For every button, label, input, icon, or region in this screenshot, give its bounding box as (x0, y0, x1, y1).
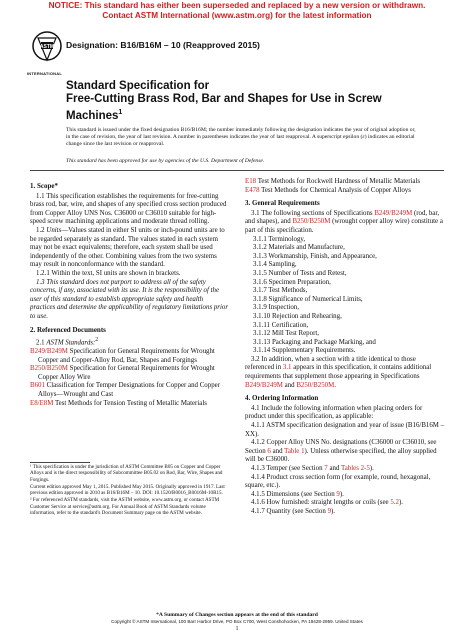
ref-b249-inline-link[interactable]: B249/B249M (374, 209, 413, 217)
para-4-1-4: 4.1.4 Product cross section form (for example, round, hexagonal, square, etc.). (245, 473, 431, 490)
para-4-1: 4.1 Include the following information when placing orders for product under this specification, as applicable: (245, 404, 423, 421)
para-4-1-7 (245, 508, 445, 517)
para-3-1-a: 3.1 The following sections of Specifications (251, 209, 375, 217)
para-1-2-1: 1.2.1 Within the text, SI units are shown in brackets. (36, 269, 181, 277)
list-item: 3.1.3 Workmanship, Finish, and Appearance, (253, 252, 377, 260)
para-1-2-label: 1.2 (36, 226, 47, 234)
left-column (30, 178, 230, 408)
para-1-3: 1.3 This standard does not purport to address all of the safety concerns, if any, associated with its use. It is the responsibility of the user of this standard to establish appropriate safety and health practices and determine the applicability of regulatory limitations prior to use. (30, 278, 229, 320)
ref-b250-title: Specification for General Requirements for Wrought Copper Alloy Wire (38, 365, 215, 381)
ref-e478-title: Test Methods for Chemical Analysis of Copper Alloys (259, 186, 411, 194)
para-3-1-c: (wrought copper alloy wire) constitute a part of this specification. (245, 218, 443, 234)
list-item: 3.1.4 Sampling, (253, 261, 297, 269)
para-4-1-6-a: 4.1.6 How furnished: straight lengths or coils (see (251, 499, 391, 507)
notice-line-1: NOTICE: This standard has either been superseded and replaced by a new version or withdrawn. (48, 1, 426, 10)
ref-b250-link[interactable]: B250/B250M (30, 365, 68, 373)
list-item: 3.1.12 Mill Test Report, (253, 330, 319, 338)
ref-e8-title: Test Methods for Tension Testing of Metallic Materials (53, 399, 207, 407)
astm-logo (30, 30, 64, 70)
para-2-1-label: 2.1 (36, 339, 47, 347)
document-title (66, 80, 406, 123)
para-2-1 (30, 336, 230, 348)
astm-standards-label: ASTM Standards: (46, 339, 96, 347)
units-term: Units (46, 226, 62, 234)
table-1-link[interactable]: Table 1 (284, 447, 305, 455)
para-4-1-5 (245, 491, 445, 500)
ref-b601 (30, 382, 230, 399)
para-3-2-b: appears in this specification, it contains additional requirements that supplement those appearing in Specifications (245, 364, 432, 381)
footnote-divider (30, 462, 90, 463)
standard-issue-note: This standard is issued under the fixed designation B16/B16M; the number immediately following the designation indicates the year of original adoption or, in the case of revision, the year of last revision. A number in parentheses indicates the year of last reapproval. A superscript epsilon (ε) indicates an editorial change since the last revision or reapproval. (66, 127, 416, 148)
para-4-1-7-b: ). (331, 507, 336, 515)
list-item: 3.1.6 Specimen Preparation, (253, 278, 331, 286)
list-item: 3.1.13 Packaging and Package Marking, and (253, 338, 376, 346)
footnotes (30, 464, 230, 517)
para-4-1-6-b: ). (398, 499, 403, 507)
ref-b601-title: Classification for Temper Designations for Copper and Copper Alloys—Wrought and Cast (38, 382, 220, 398)
section-6-link[interactable]: 6 (267, 447, 271, 455)
para-4-1-3 (245, 465, 445, 474)
para-1-2 (30, 227, 230, 270)
para-4-1-2-c: ). Unless otherwise specified, the alloy supplied will be C36000. (245, 447, 437, 464)
designation: Designation: B16/B16M – 10 (Reapproved 2015) (66, 40, 260, 50)
section-3-1-link[interactable]: 3.1 (282, 364, 292, 372)
title-line-1: Standard Specification for (66, 80, 210, 92)
section-9-link-2[interactable]: 9 (327, 507, 332, 515)
para-4-1-5-b: ). (339, 490, 344, 498)
ref-b601-link[interactable]: B601 (30, 382, 45, 390)
ref-e18 (245, 178, 445, 187)
general-requirements-heading: 3. General Requirements (245, 199, 320, 208)
notice-line-2: Contact ASTM International (www.astm.org) for the latest information (102, 10, 372, 20)
footnote-2-marker[interactable]: 2 (95, 337, 99, 344)
ref-e478 (245, 187, 445, 196)
footnote-1: ¹ This specification is under the jurisdiction of ASTM Committee B05 on Copper and Copper Alloys and is the direct responsibility of Subcommittee B05.02 on Rod, Bar, Wire, Shapes and Forgings. (30, 464, 223, 483)
ref-b250-inline-link-2[interactable]: B250/B250M (296, 381, 335, 389)
para-1-1: 1.1 This specification establishes the requirements for free-cutting brass rod, bar, wire, and shapes of any specified cross section produced from Copper Alloy UNS Nos. C36000 or C36010 suitable for high-speed screw machining applications and moderate thread rolling. (30, 192, 227, 226)
title-line-3-text: Machines (66, 109, 119, 122)
summary-of-changes-note: *A Summary of Changes section appears at the end of this standard (156, 612, 318, 618)
list-item: 3.1.11 Certification, (253, 321, 309, 329)
ref-e18-title: Test Methods for Rockwell Hardness of Metallic Materials (256, 178, 421, 185)
ref-e8 (30, 400, 230, 409)
para-3-2-a: 3.2 In addition, when a section with a title identical to those referenced in (245, 355, 416, 372)
svg-text:ASTM: ASTM (39, 43, 55, 50)
para-4-1-7-a: 4.1.7 Quantity (see Section (251, 507, 328, 515)
copyright-line: Copyright © ASTM International, 100 Barr Harbor Drive, PO Box C700, West Conshohocken, PA 19428-2959. United States (111, 619, 363, 624)
para-3-2 (245, 356, 445, 390)
para-1-2-text: —Values stated in either SI units or inch-pound units are to be regarded separately as standard. The values stated in each system may not be exact equivalents; therefore, each system shall be used independently of the other. Combining values from the two systems may result in nonconformance with the standard. (30, 226, 225, 269)
title-footnote-marker[interactable]: 1 (118, 109, 123, 116)
withdrawn-notice (0, 1, 474, 20)
logo-subtitle: INTERNATIONAL (27, 71, 62, 76)
section-5-2-link[interactable]: 5.2 (390, 499, 399, 507)
para-3-2-c: and (282, 381, 297, 389)
section-7-link[interactable]: 7 (324, 465, 328, 472)
ref-b249 (30, 348, 230, 365)
ref-b249-title: Specification for General Requirements for Wrought Copper and Copper-Alloy Rod, Bar, Shapes and Forgings (38, 347, 215, 364)
list-item: 3.1.5 Number of Tests and Retest, (253, 269, 347, 277)
para-4-1-3-a: 4.1.3 Temper (see Section (251, 465, 325, 472)
title-line-2: Free-Cutting Brass Rod, Bar and Shapes for Use in Screw (66, 93, 382, 105)
para-4-1-2-b: and (270, 447, 285, 455)
para-4-1-1: 4.1.1 ASTM specification designation and year of issue (B16/B16M – XX). (245, 422, 445, 438)
ref-e8-link[interactable]: E8/E8M (30, 399, 54, 407)
tables-2-5-link[interactable]: Tables 2-5 (341, 465, 370, 472)
list-item: 3.1.8 Significance of Numerical Limits, (253, 295, 363, 303)
para-3-1 (245, 210, 445, 236)
dod-approval-note: This standard has been approved for use by agencies of the U.S. Department of Defense. (66, 158, 265, 164)
page-number: 1 (235, 626, 239, 632)
para-3-2-d: . (334, 381, 336, 389)
footnote-2: ² For referenced ASTM standards, visit the ASTM website, www.astm.org, or contact ASTM Customer Service at service@astm.org. For Annual Book of ASTM Standards volume information, refer to the standard's Document Summary page on the ASTM website. (30, 497, 220, 517)
para-4-1-3-c: ). (369, 465, 374, 472)
list-item: 3.1.7 Test Methods, (253, 287, 308, 295)
referenced-documents-heading: 2. Referenced Documents (30, 325, 106, 334)
para-4-1-3-b: and (327, 465, 341, 472)
title-line-3 (66, 106, 406, 123)
ref-b250 (30, 365, 230, 382)
ref-e18-link[interactable]: E18 (245, 178, 257, 185)
para-4-1-6 (245, 499, 445, 508)
list-item: 3.1.10 Rejection and Rehearing, (253, 312, 342, 320)
list-item: 3.1.2 Materials and Manufacture, (253, 244, 345, 252)
list-item: 3.1.14 Supplementary Requirements. (253, 347, 356, 355)
section-9-link[interactable]: 9 (336, 490, 340, 498)
ordering-information-heading: 4. Ordering Information (245, 394, 319, 403)
para-4-1-2-a: 4.1.2 Copper Alloy UNS No. designations (C36000 or C36010, see Section (245, 439, 437, 455)
para-4-1-2 (245, 439, 445, 465)
ref-b249-inline-link-2[interactable]: B249/B249M (245, 381, 283, 389)
footnote-1-edition: Current edition approved May 1, 2015. Published May 2015. Originally approved in 1917. Last previous edition approved in 2010 as B16/B16M – 10. DOI: 10.1520/B0016_B0016M-10R15. (30, 483, 225, 497)
list-item: 3.1.9 Inspection, (253, 304, 299, 312)
ref-b250-inline-link[interactable]: B250/B250M (292, 218, 331, 226)
ref-e478-link[interactable]: E478 (245, 186, 260, 194)
ref-b249-link[interactable]: B249/B249M (30, 347, 68, 355)
right-column (245, 178, 445, 517)
para-4-1-5-a: 4.1.5 Dimensions (see Section (251, 490, 337, 498)
list-item: 3.1.1 Terminology, (253, 235, 306, 243)
scope-heading: 1. Scope* (30, 182, 58, 190)
header-divider (30, 170, 444, 171)
para-3-1-b: (rod, bar, and shapes), and (245, 209, 440, 226)
